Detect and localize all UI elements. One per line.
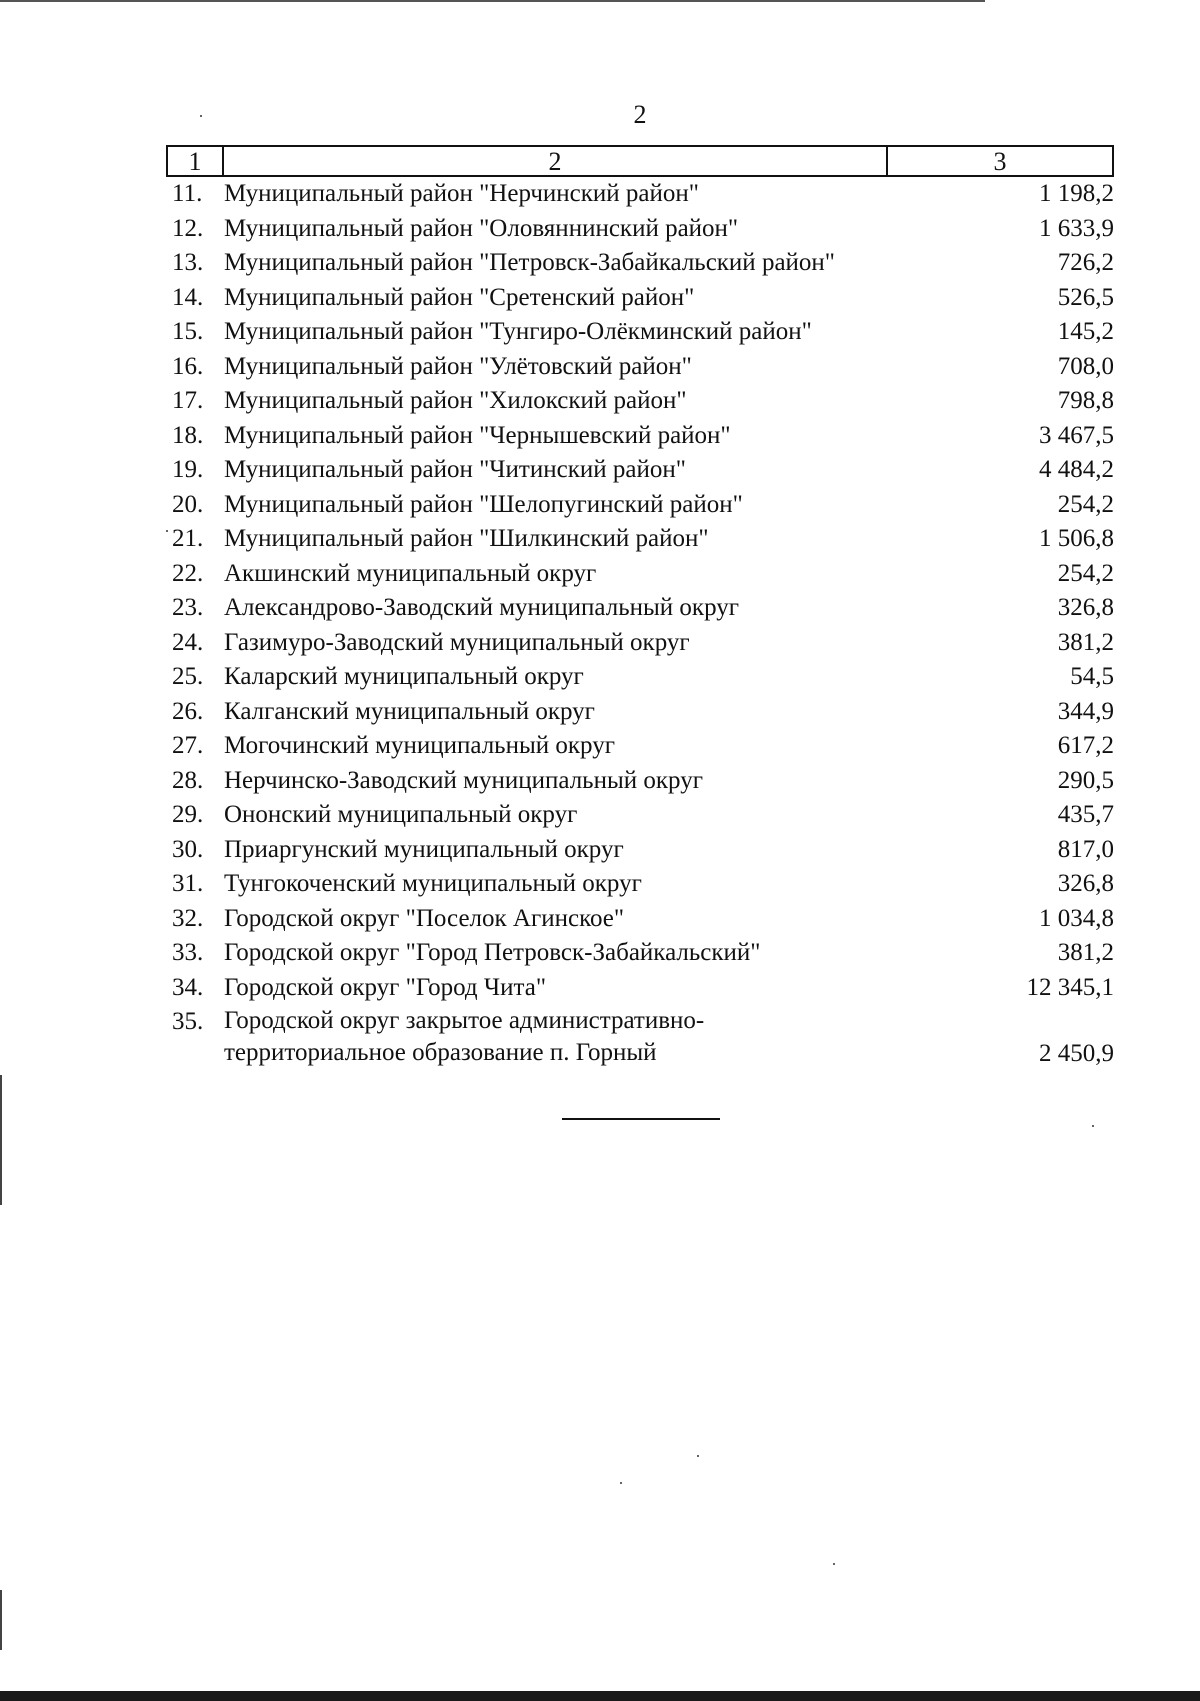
row-number: 17. <box>172 387 204 414</box>
row-number: 20. <box>172 490 204 518</box>
table-row <box>166 384 1114 419</box>
row-value: 381,2 <box>1057 628 1114 656</box>
row-number: 25. <box>172 663 204 690</box>
row-number: 15. <box>172 318 204 345</box>
row-number: 24. <box>172 628 204 656</box>
row-value: 4 484,2 <box>1039 456 1114 483</box>
row-name: Городской округ "Город Петровск-Забайкальский" <box>224 939 761 966</box>
table-row <box>166 350 1114 385</box>
row-number: 18. <box>172 421 204 449</box>
row-number: 13. <box>172 249 204 276</box>
end-of-table-rule <box>562 1118 720 1120</box>
row-value: 798,8 <box>1057 387 1114 414</box>
row-number: 16. <box>172 352 204 380</box>
row-value: 726,2 <box>1057 249 1114 276</box>
scan-speck <box>1092 1125 1094 1127</box>
scan-speck <box>166 530 168 532</box>
table-row <box>166 522 1114 557</box>
column-header-name: 2 <box>224 147 888 175</box>
row-name: Муниципальный район "Чернышевский район" <box>224 421 731 449</box>
row-number: 22. <box>172 559 204 587</box>
scan-edge-left-lower <box>0 1590 2 1650</box>
table-row <box>166 867 1114 902</box>
row-name: Городской округ закрытое административно-территориальное образование п. Горный <box>224 1007 705 1066</box>
row-name: Муниципальный район "Хилокский район" <box>224 387 687 414</box>
row-number: 26. <box>172 697 204 725</box>
table-row <box>166 833 1114 868</box>
table-row <box>166 729 1114 764</box>
table-row <box>166 591 1114 626</box>
row-name: Каларский муниципальный округ <box>224 663 584 690</box>
row-number: 32. <box>172 904 204 932</box>
table-row <box>166 315 1114 350</box>
row-number: 30. <box>172 835 204 863</box>
row-name: Муниципальный район "Шилкинский район" <box>224 525 709 552</box>
row-name: Городской округ "Город Чита" <box>224 973 547 1001</box>
column-header-value: 3 <box>993 147 1007 176</box>
row-name: Муниципальный район "Читинский район" <box>224 456 686 483</box>
row-value: 617,2 <box>1057 732 1114 759</box>
row-value: 381,2 <box>1057 939 1114 966</box>
row-name: Муниципальный район "Шелопугинский район" <box>224 490 743 518</box>
column-header-number: 1 <box>168 147 224 175</box>
table-row <box>166 971 1114 1006</box>
table-row <box>166 902 1114 937</box>
row-name: Акшинский муниципальный округ <box>224 559 597 587</box>
row-name: Муниципальный район "Петровск-Забайкальский район" <box>224 249 835 276</box>
row-value: 254,2 <box>1057 490 1114 518</box>
row-name: Калганский муниципальный округ <box>224 697 595 725</box>
row-number: 14. <box>172 283 204 311</box>
row-number: 28. <box>172 766 204 794</box>
row-name: Могочинский муниципальный округ <box>224 732 615 759</box>
row-name: Муниципальный район "Оловяннинский район" <box>224 214 739 242</box>
row-number: 19. <box>172 456 204 483</box>
row-value: 1 633,9 <box>1039 214 1114 242</box>
row-number: 31. <box>172 870 204 897</box>
table-row <box>166 453 1114 488</box>
row-number: 35. <box>172 1008 204 1035</box>
row-number: 11. <box>172 180 203 207</box>
row-value: 290,5 <box>1057 766 1114 794</box>
row-number: 23. <box>172 594 204 621</box>
table-row <box>166 177 1114 212</box>
row-name: Приаргунский муниципальный округ <box>224 835 624 863</box>
row-name: Нерчинско-Заводский муниципальный округ <box>224 766 703 794</box>
row-value: 1 198,2 <box>1039 180 1114 207</box>
row-name: Тунгокоченский муниципальный округ <box>224 870 642 897</box>
row-value: 817,0 <box>1057 835 1114 863</box>
table-row <box>166 936 1114 971</box>
row-name: Муниципальный район "Сретенский район" <box>224 283 695 311</box>
table-row <box>166 557 1114 592</box>
table-row <box>166 212 1114 247</box>
row-number: 29. <box>172 801 204 828</box>
row-value: 254,2 <box>1057 559 1114 587</box>
table-row <box>166 488 1114 523</box>
row-value: 1 506,8 <box>1039 525 1114 552</box>
table-row <box>166 246 1114 281</box>
row-number: 12. <box>172 214 204 242</box>
row-name: Муниципальный район "Улётовский район" <box>224 352 692 380</box>
row-value: 326,8 <box>1057 594 1114 621</box>
row-value: 526,5 <box>1057 283 1114 311</box>
row-number: 33. <box>172 939 204 966</box>
row-name: Городской округ "Поселок Агинское" <box>224 904 625 932</box>
scan-speck <box>620 1482 622 1484</box>
row-value: 3 467,5 <box>1039 421 1114 449</box>
table-row <box>166 281 1114 316</box>
row-name: Газимуро-Заводский муниципальный округ <box>224 628 690 656</box>
row-name: Муниципальный район "Нерчинский район" <box>224 180 699 207</box>
table-row <box>166 419 1114 454</box>
table-row <box>166 695 1114 730</box>
table-row <box>166 626 1114 661</box>
row-value: 54,5 <box>1070 663 1114 690</box>
table-row <box>166 798 1114 833</box>
row-name: Александрово-Заводский муниципальный округ <box>224 594 739 621</box>
table-header-row <box>166 145 1114 177</box>
scan-edge-top <box>0 0 985 2</box>
row-value: 344,9 <box>1057 697 1114 725</box>
row-value: 435,7 <box>1057 801 1114 828</box>
table-row <box>166 660 1114 695</box>
scan-speck <box>833 1563 835 1565</box>
row-number: 21. <box>172 525 204 552</box>
row-number: 27. <box>172 732 204 759</box>
scan-edge-left <box>0 1075 2 1205</box>
table-body <box>166 177 1114 1071</box>
row-name: Ононский муниципальный округ <box>224 801 578 828</box>
allocation-table <box>166 145 1114 1071</box>
row-value: 1 034,8 <box>1039 904 1114 932</box>
page-number: 2 <box>633 100 647 129</box>
table-row <box>166 764 1114 799</box>
row-value: 326,8 <box>1057 870 1114 897</box>
row-value: 145,2 <box>1057 318 1114 345</box>
row-value: 2 450,9 <box>1039 1040 1114 1067</box>
scan-edge-bottom <box>0 1691 1200 1701</box>
table-row <box>166 1005 1114 1071</box>
row-value: 12 345,1 <box>1026 973 1114 1001</box>
row-name: Муниципальный район "Тунгиро-Олёкминский район" <box>224 318 812 345</box>
scan-speck <box>697 1455 699 1457</box>
scan-speck <box>200 115 202 117</box>
row-number: 34. <box>172 973 204 1001</box>
row-value: 708,0 <box>1057 352 1114 380</box>
